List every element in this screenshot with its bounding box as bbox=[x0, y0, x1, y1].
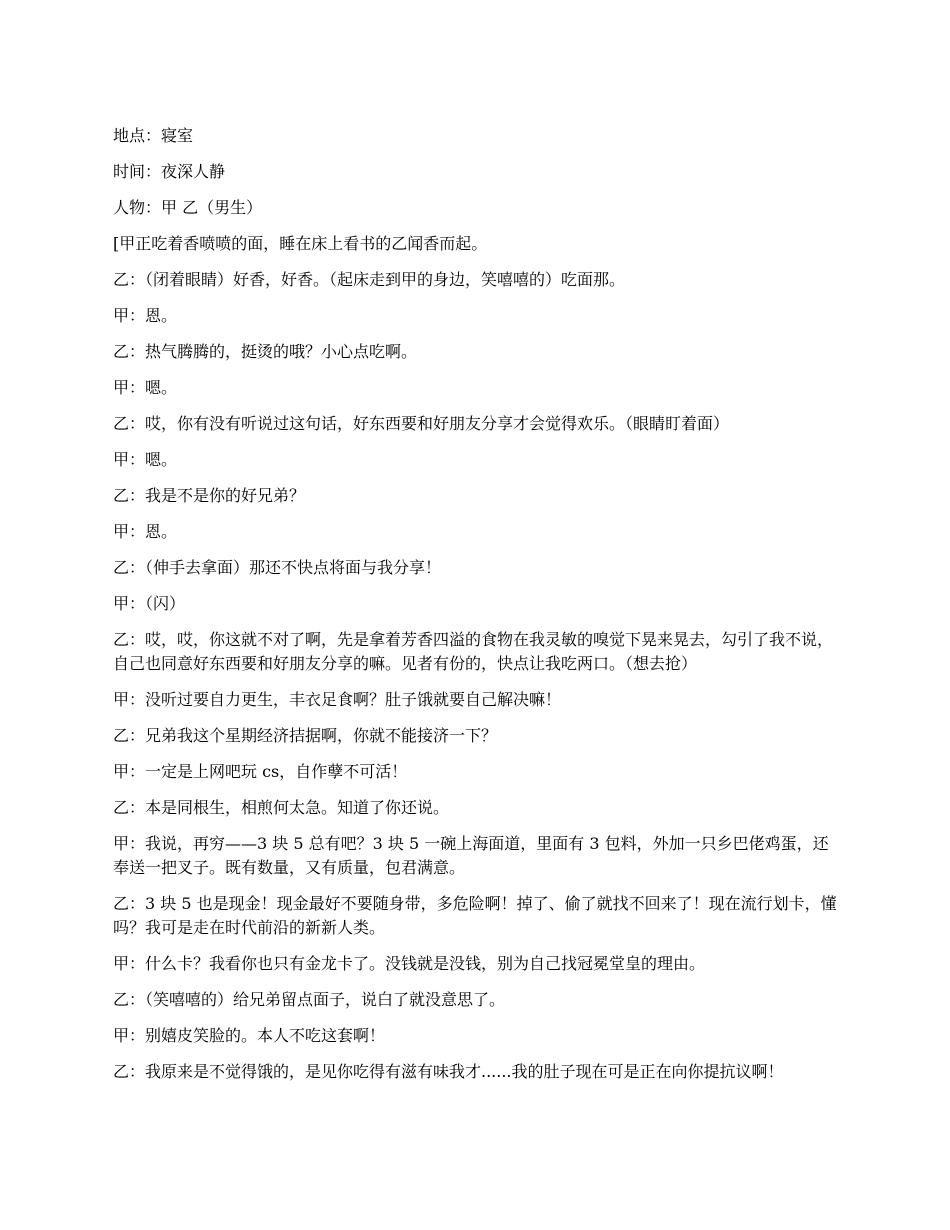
paragraph-characters: 人物：甲 乙（男生） bbox=[113, 198, 263, 217]
dialogue-line: 甲：嗯。 bbox=[113, 450, 178, 469]
dialogue-line: 乙：我是不是你的好兄弟？ bbox=[113, 486, 306, 505]
dialogue-line: 乙：3 块 5 也是现金！现金最好不要随身带，多危险啊！掉了、偷了就找不回来了！现在流行划卡，懂吗？我可是走在时代前沿的新新人类。 bbox=[113, 894, 837, 937]
dialogue-line: 乙：哎，哎，你这就不对了啊，先是拿着芳香四溢的食物在我灵敏的嗅觉下晃来晃去，勾引了我不说，自己也同意好东西要和好朋友分享的嘛。见者有份的，快点让我吃两口。（想去抢） bbox=[113, 630, 834, 673]
paragraph-time: 时间：夜深人静 bbox=[113, 162, 226, 181]
dialogue-line: 乙：热气腾腾的，挺烫的哦？小心点吃啊。 bbox=[113, 342, 418, 361]
paragraph-stage-direction: [甲正吃着香喷喷的面，睡在床上看书的乙闻香而起。 bbox=[113, 234, 488, 253]
dialogue-line: 甲：嗯。 bbox=[113, 378, 178, 397]
dialogue-line: 甲：什么卡？我看你也只有金龙卡了。没钱就是没钱，别为自己找冠冕堂皇的理由。 bbox=[113, 954, 706, 973]
dialogue-line: 乙：（笑嘻嘻的）给兄弟留点面子，说白了就没意思了。 bbox=[113, 990, 506, 1009]
dialogue-line: 乙：兄弟我这个星期经济拮据啊，你就不能接济一下？ bbox=[113, 726, 498, 745]
dialogue-line: 乙：（闭着眼睛）好香，好香。（起床走到甲的身边，笑嘻嘻的）吃面那。 bbox=[113, 270, 626, 289]
dialogue-line: 甲：恩。 bbox=[113, 522, 178, 541]
dialogue-line: 甲：（闪） bbox=[113, 594, 186, 613]
dialogue-line: 甲：别嬉皮笑脸的。本人不吃这套啊！ bbox=[113, 1026, 386, 1045]
dialogue-line: 甲：我说，再穷——3 块 5 总有吧？3 块 5 一碗上海面道，里面有 3 包料，外加一只乡巴佬鸡蛋，还奉送一把叉子。既有数量，又有质量，包君满意。 bbox=[113, 834, 829, 877]
dialogue-line: 甲：没听过要自力更生，丰衣足食啊？肚子饿就要自己解决嘛！ bbox=[113, 690, 562, 709]
dialogue-line: 乙：（伸手去拿面）那还不快点将面与我分享！ bbox=[113, 558, 442, 577]
dialogue-line: 乙：哎，你有没有听说过这句话，好东西要和好朋友分享才会觉得欢乐。（眼睛盯着面） bbox=[113, 414, 730, 433]
paragraph-location: 地点：寝室 bbox=[113, 126, 194, 145]
dialogue-line: 甲：一定是上网吧玩 cs，自作孽不可活！ bbox=[113, 762, 408, 781]
document-page bbox=[113, 124, 840, 1096]
dialogue-line: 乙：本是同根生，相煎何太急。知道了你还说。 bbox=[113, 798, 450, 817]
dialogue-line: 甲：恩。 bbox=[113, 306, 178, 325]
dialogue-line: 乙：我原来是不觉得饿的，是见你吃得有滋有味我才......我的肚子现在可是正在向你提抗议啊！ bbox=[113, 1062, 784, 1081]
